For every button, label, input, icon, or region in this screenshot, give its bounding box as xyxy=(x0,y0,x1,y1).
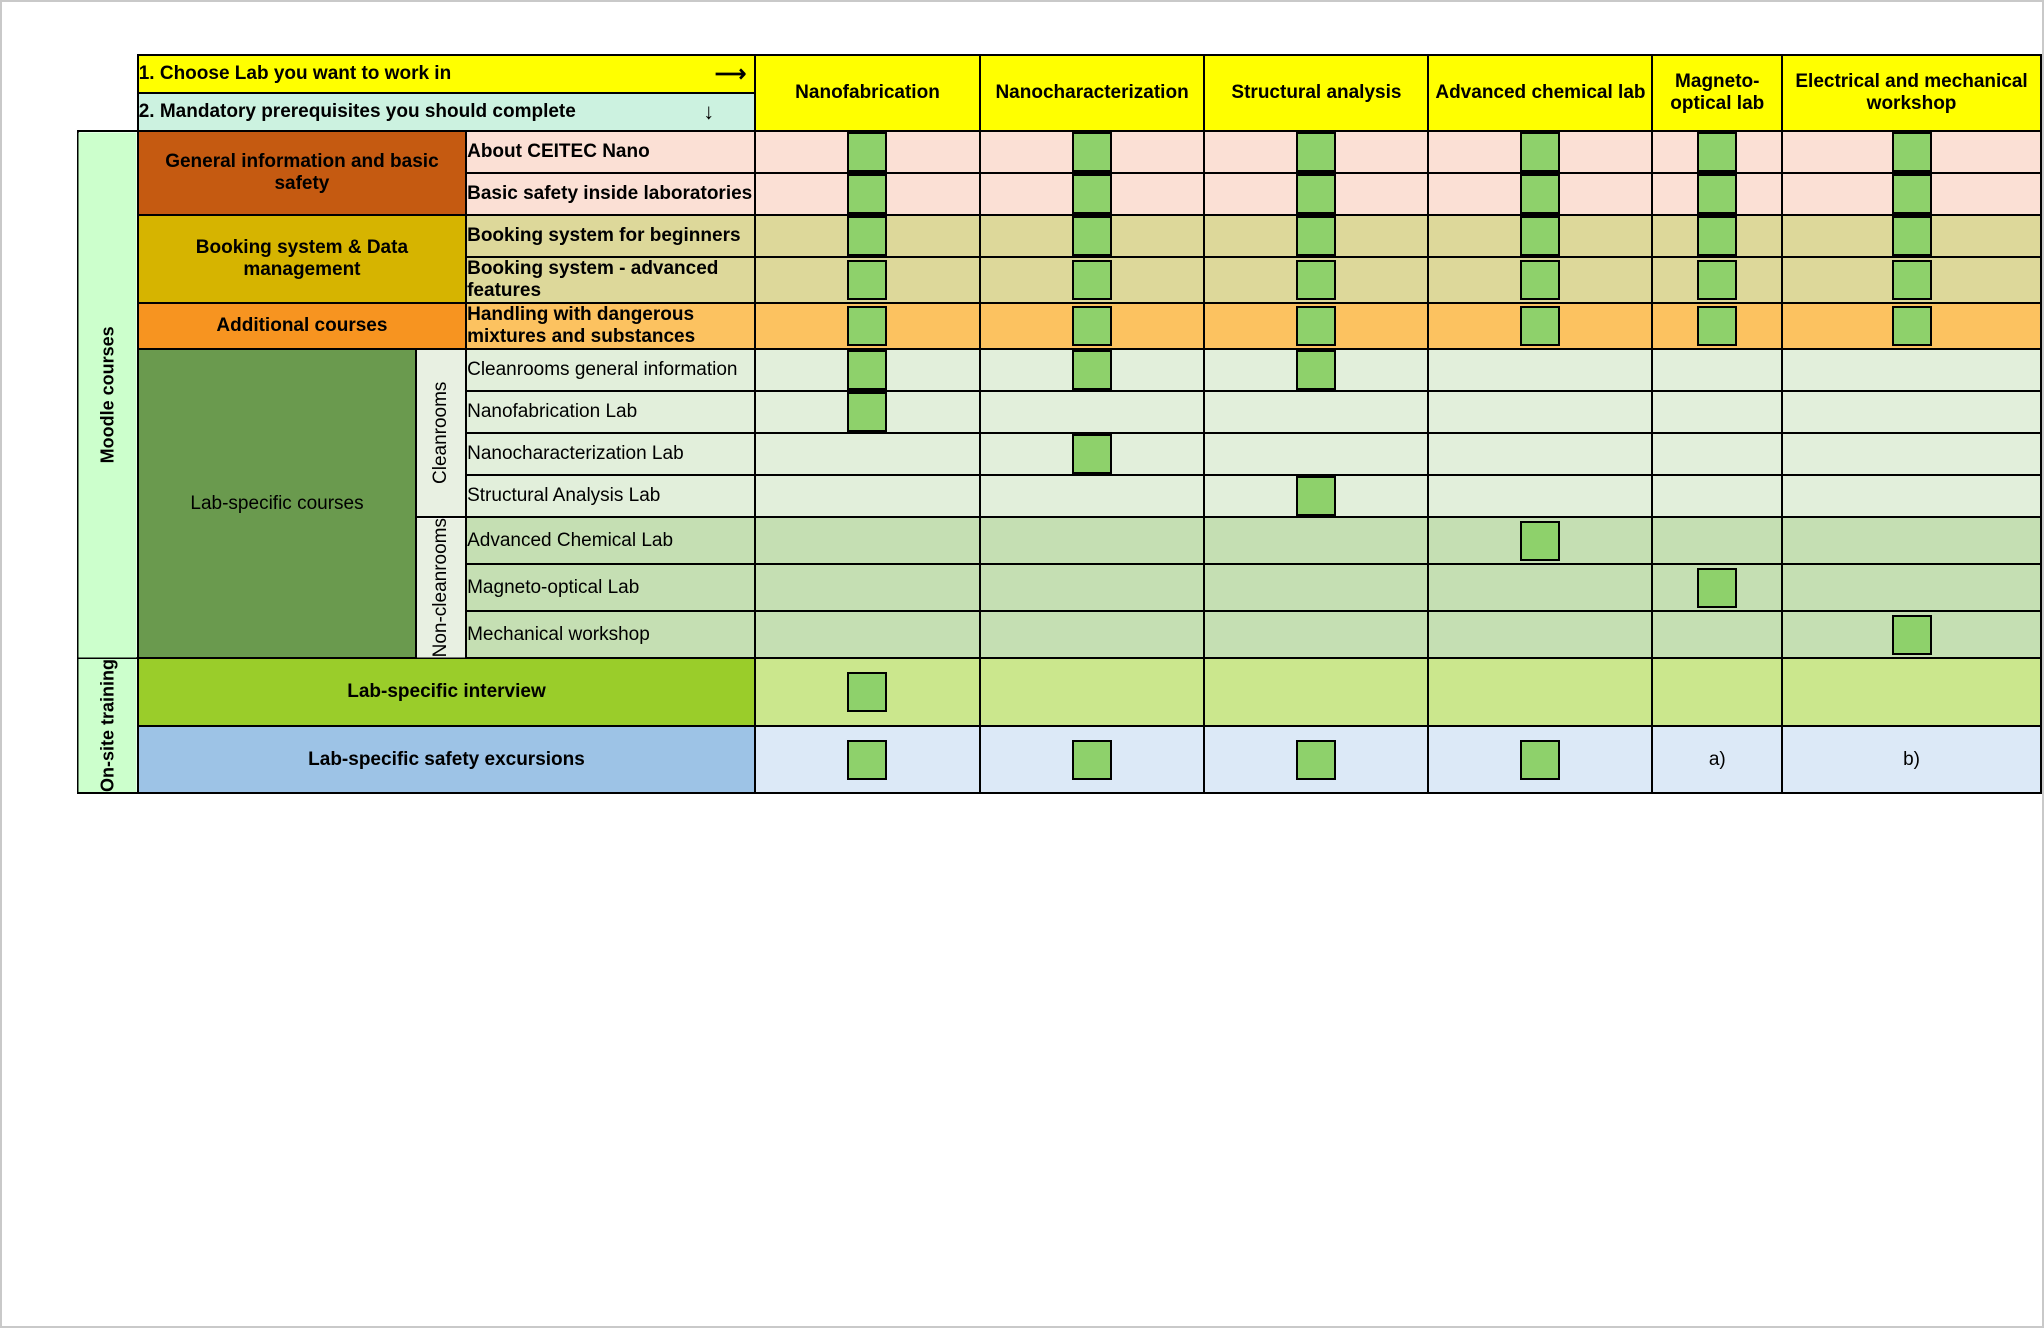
cell-advchemlab-advchem xyxy=(1428,517,1652,564)
check-marker xyxy=(1072,260,1112,300)
instruction-choose-lab xyxy=(138,55,756,93)
side-label-moodle-courses: Moodle courses xyxy=(78,131,138,658)
cell-magoptlab-elecmech xyxy=(1782,564,2041,611)
check-marker xyxy=(1072,740,1112,780)
check-marker xyxy=(1520,260,1560,300)
cell-mechworkshop-structural xyxy=(1204,611,1428,658)
lab-column-electrical-mechanical-workshop: Electrical and mechanical workshop xyxy=(1782,55,2041,131)
cell-mechworkshop-elecmech xyxy=(1782,611,2041,658)
cell-bookingbeg-magopt xyxy=(1652,215,1782,257)
course-basic-safety: Basic safety inside laboratories xyxy=(466,173,755,215)
check-marker xyxy=(1072,350,1112,390)
cell-nanofablab-elecmech xyxy=(1782,391,2041,433)
check-marker xyxy=(1296,306,1336,346)
cell-bookingadv-advchem xyxy=(1428,257,1652,303)
course-handling-dangerous: Handling with dangerous mixtures and substances xyxy=(466,303,755,349)
cell-magoptlab-structural xyxy=(1204,564,1428,611)
cell-nanocharlab-structural xyxy=(1204,433,1428,475)
header-corner-spacer xyxy=(78,55,138,131)
cell-bookingbeg-nanofabrication xyxy=(755,215,979,257)
cell-about-nanocharacterization xyxy=(980,131,1205,173)
category-additional-courses: Additional courses xyxy=(138,303,466,349)
cell-mechworkshop-nanocharacterization xyxy=(980,611,1205,658)
cell-structlab-nanofabrication xyxy=(755,475,979,517)
cell-advchemlab-magopt xyxy=(1652,517,1782,564)
cell-bookingbeg-structural xyxy=(1204,215,1428,257)
cell-cleanroomsgen-magopt xyxy=(1652,349,1782,391)
cell-excursion-magopt-note-a: a) xyxy=(1652,726,1782,794)
cell-about-nanofabrication xyxy=(755,131,979,173)
cell-mechworkshop-nanofabrication xyxy=(755,611,979,658)
cell-interview-nanocharacterization xyxy=(980,658,1205,726)
cell-cleanroomsgen-elecmech xyxy=(1782,349,2041,391)
cell-magoptlab-advchem xyxy=(1428,564,1652,611)
lab-column-magneto-optical-lab: Magneto-optical lab xyxy=(1652,55,1782,131)
cell-interview-advchem xyxy=(1428,658,1652,726)
course-nanocharacterization-lab: Nanocharacterization Lab xyxy=(466,433,755,475)
check-marker xyxy=(1892,306,1932,346)
subcategory-cleanrooms: Cleanrooms xyxy=(416,349,466,517)
check-marker xyxy=(1072,434,1112,474)
cell-excursion-elecmech-note-b: b) xyxy=(1782,726,2041,794)
lab-column-nanocharacterization: Nanocharacterization xyxy=(980,55,1205,131)
cell-bookingadv-magopt xyxy=(1652,257,1782,303)
cell-nanocharlab-advchem xyxy=(1428,433,1652,475)
category-booking-system: Booking system & Data management xyxy=(138,215,466,303)
arrow-down-icon: ↓ xyxy=(703,99,715,124)
check-marker xyxy=(847,740,887,780)
check-marker xyxy=(847,132,887,172)
lab-column-advanced-chemical-lab: Advanced chemical lab xyxy=(1428,55,1652,131)
check-marker xyxy=(1520,216,1560,256)
check-marker xyxy=(847,260,887,300)
table-row xyxy=(78,131,2041,173)
cell-about-elecmech xyxy=(1782,131,2041,173)
check-marker xyxy=(847,306,887,346)
check-marker xyxy=(1072,216,1112,256)
cell-advchemlab-nanofabrication xyxy=(755,517,979,564)
cell-magoptlab-nanofabrication xyxy=(755,564,979,611)
cell-structlab-magopt xyxy=(1652,475,1782,517)
training-matrix xyxy=(77,54,2042,794)
cell-basicsafety-nanofabrication xyxy=(755,173,979,215)
cell-advchemlab-elecmech xyxy=(1782,517,2041,564)
category-lab-specific-courses: Lab-specific courses xyxy=(138,349,417,658)
check-marker xyxy=(847,216,887,256)
cell-interview-elecmech xyxy=(1782,658,2041,726)
check-marker xyxy=(1697,174,1737,214)
cell-structlab-advchem xyxy=(1428,475,1652,517)
check-marker xyxy=(1296,132,1336,172)
cell-interview-structural xyxy=(1204,658,1428,726)
cell-bookingbeg-advchem xyxy=(1428,215,1652,257)
course-cleanrooms-general: Cleanrooms general information xyxy=(466,349,755,391)
cell-excursion-advchem xyxy=(1428,726,1652,794)
cell-bookingadv-elecmech xyxy=(1782,257,2041,303)
cell-interview-nanofabrication xyxy=(755,658,979,726)
category-lab-specific-interview: Lab-specific interview xyxy=(138,658,756,726)
check-marker xyxy=(1520,521,1560,561)
cell-handling-nanocharacterization xyxy=(980,303,1205,349)
check-marker xyxy=(1296,476,1336,516)
check-marker xyxy=(1520,174,1560,214)
check-marker xyxy=(1892,132,1932,172)
cell-handling-magopt xyxy=(1652,303,1782,349)
course-booking-advanced: Booking system - advanced features xyxy=(466,257,755,303)
lab-column-structural-analysis: Structural analysis xyxy=(1204,55,1428,131)
cell-nanocharlab-nanocharacterization xyxy=(980,433,1205,475)
cell-mechworkshop-advchem xyxy=(1428,611,1652,658)
instruction-step1-text: 1. Choose Lab you want to work in xyxy=(138,63,452,84)
cell-nanofablab-magopt xyxy=(1652,391,1782,433)
cell-structlab-nanocharacterization xyxy=(980,475,1205,517)
cell-nanofablab-nanofabrication xyxy=(755,391,979,433)
table-row xyxy=(78,726,2041,794)
cell-nanocharlab-magopt xyxy=(1652,433,1782,475)
check-marker xyxy=(1520,740,1560,780)
cell-cleanroomsgen-structural xyxy=(1204,349,1428,391)
lab-column-nanofabrication: Nanofabrication xyxy=(755,55,979,131)
cell-cleanroomsgen-nanocharacterization xyxy=(980,349,1205,391)
course-booking-beginners: Booking system for beginners xyxy=(466,215,755,257)
table-row xyxy=(78,215,2041,257)
cell-handling-nanofabrication xyxy=(755,303,979,349)
check-marker xyxy=(1072,174,1112,214)
cell-magoptlab-magopt xyxy=(1652,564,1782,611)
instruction-prerequisites xyxy=(138,93,756,131)
cell-about-structural xyxy=(1204,131,1428,173)
cell-bookingbeg-elecmech xyxy=(1782,215,2041,257)
check-marker xyxy=(1697,306,1737,346)
check-marker xyxy=(847,392,887,432)
check-marker xyxy=(1892,216,1932,256)
check-marker xyxy=(1520,306,1560,346)
cell-cleanroomsgen-advchem xyxy=(1428,349,1652,391)
instruction-step2-text: 2. Mandatory prerequisites you should complete xyxy=(138,101,576,122)
check-marker xyxy=(1892,174,1932,214)
cell-structlab-elecmech xyxy=(1782,475,2041,517)
cell-handling-elecmech xyxy=(1782,303,2041,349)
check-marker xyxy=(1892,260,1932,300)
cell-nanofablab-nanocharacterization xyxy=(980,391,1205,433)
cell-cleanroomsgen-nanofabrication xyxy=(755,349,979,391)
cell-handling-advchem xyxy=(1428,303,1652,349)
category-general-information: General information and basic safety xyxy=(138,131,466,215)
cell-bookingbeg-nanocharacterization xyxy=(980,215,1205,257)
check-marker xyxy=(1296,350,1336,390)
check-marker xyxy=(1072,132,1112,172)
cell-bookingadv-structural xyxy=(1204,257,1428,303)
cell-advchemlab-nanocharacterization xyxy=(980,517,1205,564)
subcategory-non-cleanrooms: Non-cleanrooms xyxy=(416,517,466,658)
category-lab-specific-excursions: Lab-specific safety excursions xyxy=(138,726,756,794)
table-row xyxy=(78,658,2041,726)
cell-basicsafety-advchem xyxy=(1428,173,1652,215)
check-marker xyxy=(1697,568,1737,608)
check-marker xyxy=(1296,174,1336,214)
check-marker xyxy=(1072,306,1112,346)
cell-mechworkshop-magopt xyxy=(1652,611,1782,658)
cell-excursion-structural xyxy=(1204,726,1428,794)
cell-handling-structural xyxy=(1204,303,1428,349)
check-marker xyxy=(1697,216,1737,256)
course-mechanical-workshop: Mechanical workshop xyxy=(466,611,755,658)
header-row-step1 xyxy=(78,55,2041,93)
cell-interview-magopt xyxy=(1652,658,1782,726)
cell-basicsafety-elecmech xyxy=(1782,173,2041,215)
check-marker xyxy=(847,350,887,390)
cell-nanocharlab-nanofabrication xyxy=(755,433,979,475)
arrow-right-icon: ⟶ xyxy=(714,61,747,86)
cell-basicsafety-structural xyxy=(1204,173,1428,215)
course-magneto-optical-lab: Magneto-optical Lab xyxy=(466,564,755,611)
cell-basicsafety-magopt xyxy=(1652,173,1782,215)
side-label-on-site-training: On-site training xyxy=(78,658,138,793)
check-marker xyxy=(1296,740,1336,780)
cell-excursion-nanofabrication xyxy=(755,726,979,794)
check-marker xyxy=(1697,132,1737,172)
cell-structlab-structural xyxy=(1204,475,1428,517)
table-row xyxy=(78,349,2041,391)
cell-about-magopt xyxy=(1652,131,1782,173)
cell-nanofablab-structural xyxy=(1204,391,1428,433)
course-advanced-chemical-lab: Advanced Chemical Lab xyxy=(466,517,755,564)
check-marker xyxy=(847,672,887,712)
cell-about-advchem xyxy=(1428,131,1652,173)
cell-bookingadv-nanocharacterization xyxy=(980,257,1205,303)
check-marker xyxy=(847,174,887,214)
cell-excursion-nanocharacterization xyxy=(980,726,1205,794)
table-row xyxy=(78,303,2041,349)
cell-bookingadv-nanofabrication xyxy=(755,257,979,303)
check-marker xyxy=(1697,260,1737,300)
check-marker xyxy=(1296,260,1336,300)
check-marker xyxy=(1520,132,1560,172)
check-marker xyxy=(1296,216,1336,256)
cell-basicsafety-nanocharacterization xyxy=(980,173,1205,215)
course-nanofabrication-lab: Nanofabrication Lab xyxy=(466,391,755,433)
cell-nanofablab-advchem xyxy=(1428,391,1652,433)
course-about-ceitec-nano: About CEITEC Nano xyxy=(466,131,755,173)
cell-advchemlab-structural xyxy=(1204,517,1428,564)
check-marker xyxy=(1892,615,1932,655)
cell-magoptlab-nanocharacterization xyxy=(980,564,1205,611)
course-structural-analysis-lab: Structural Analysis Lab xyxy=(466,475,755,517)
cell-nanocharlab-elecmech xyxy=(1782,433,2041,475)
